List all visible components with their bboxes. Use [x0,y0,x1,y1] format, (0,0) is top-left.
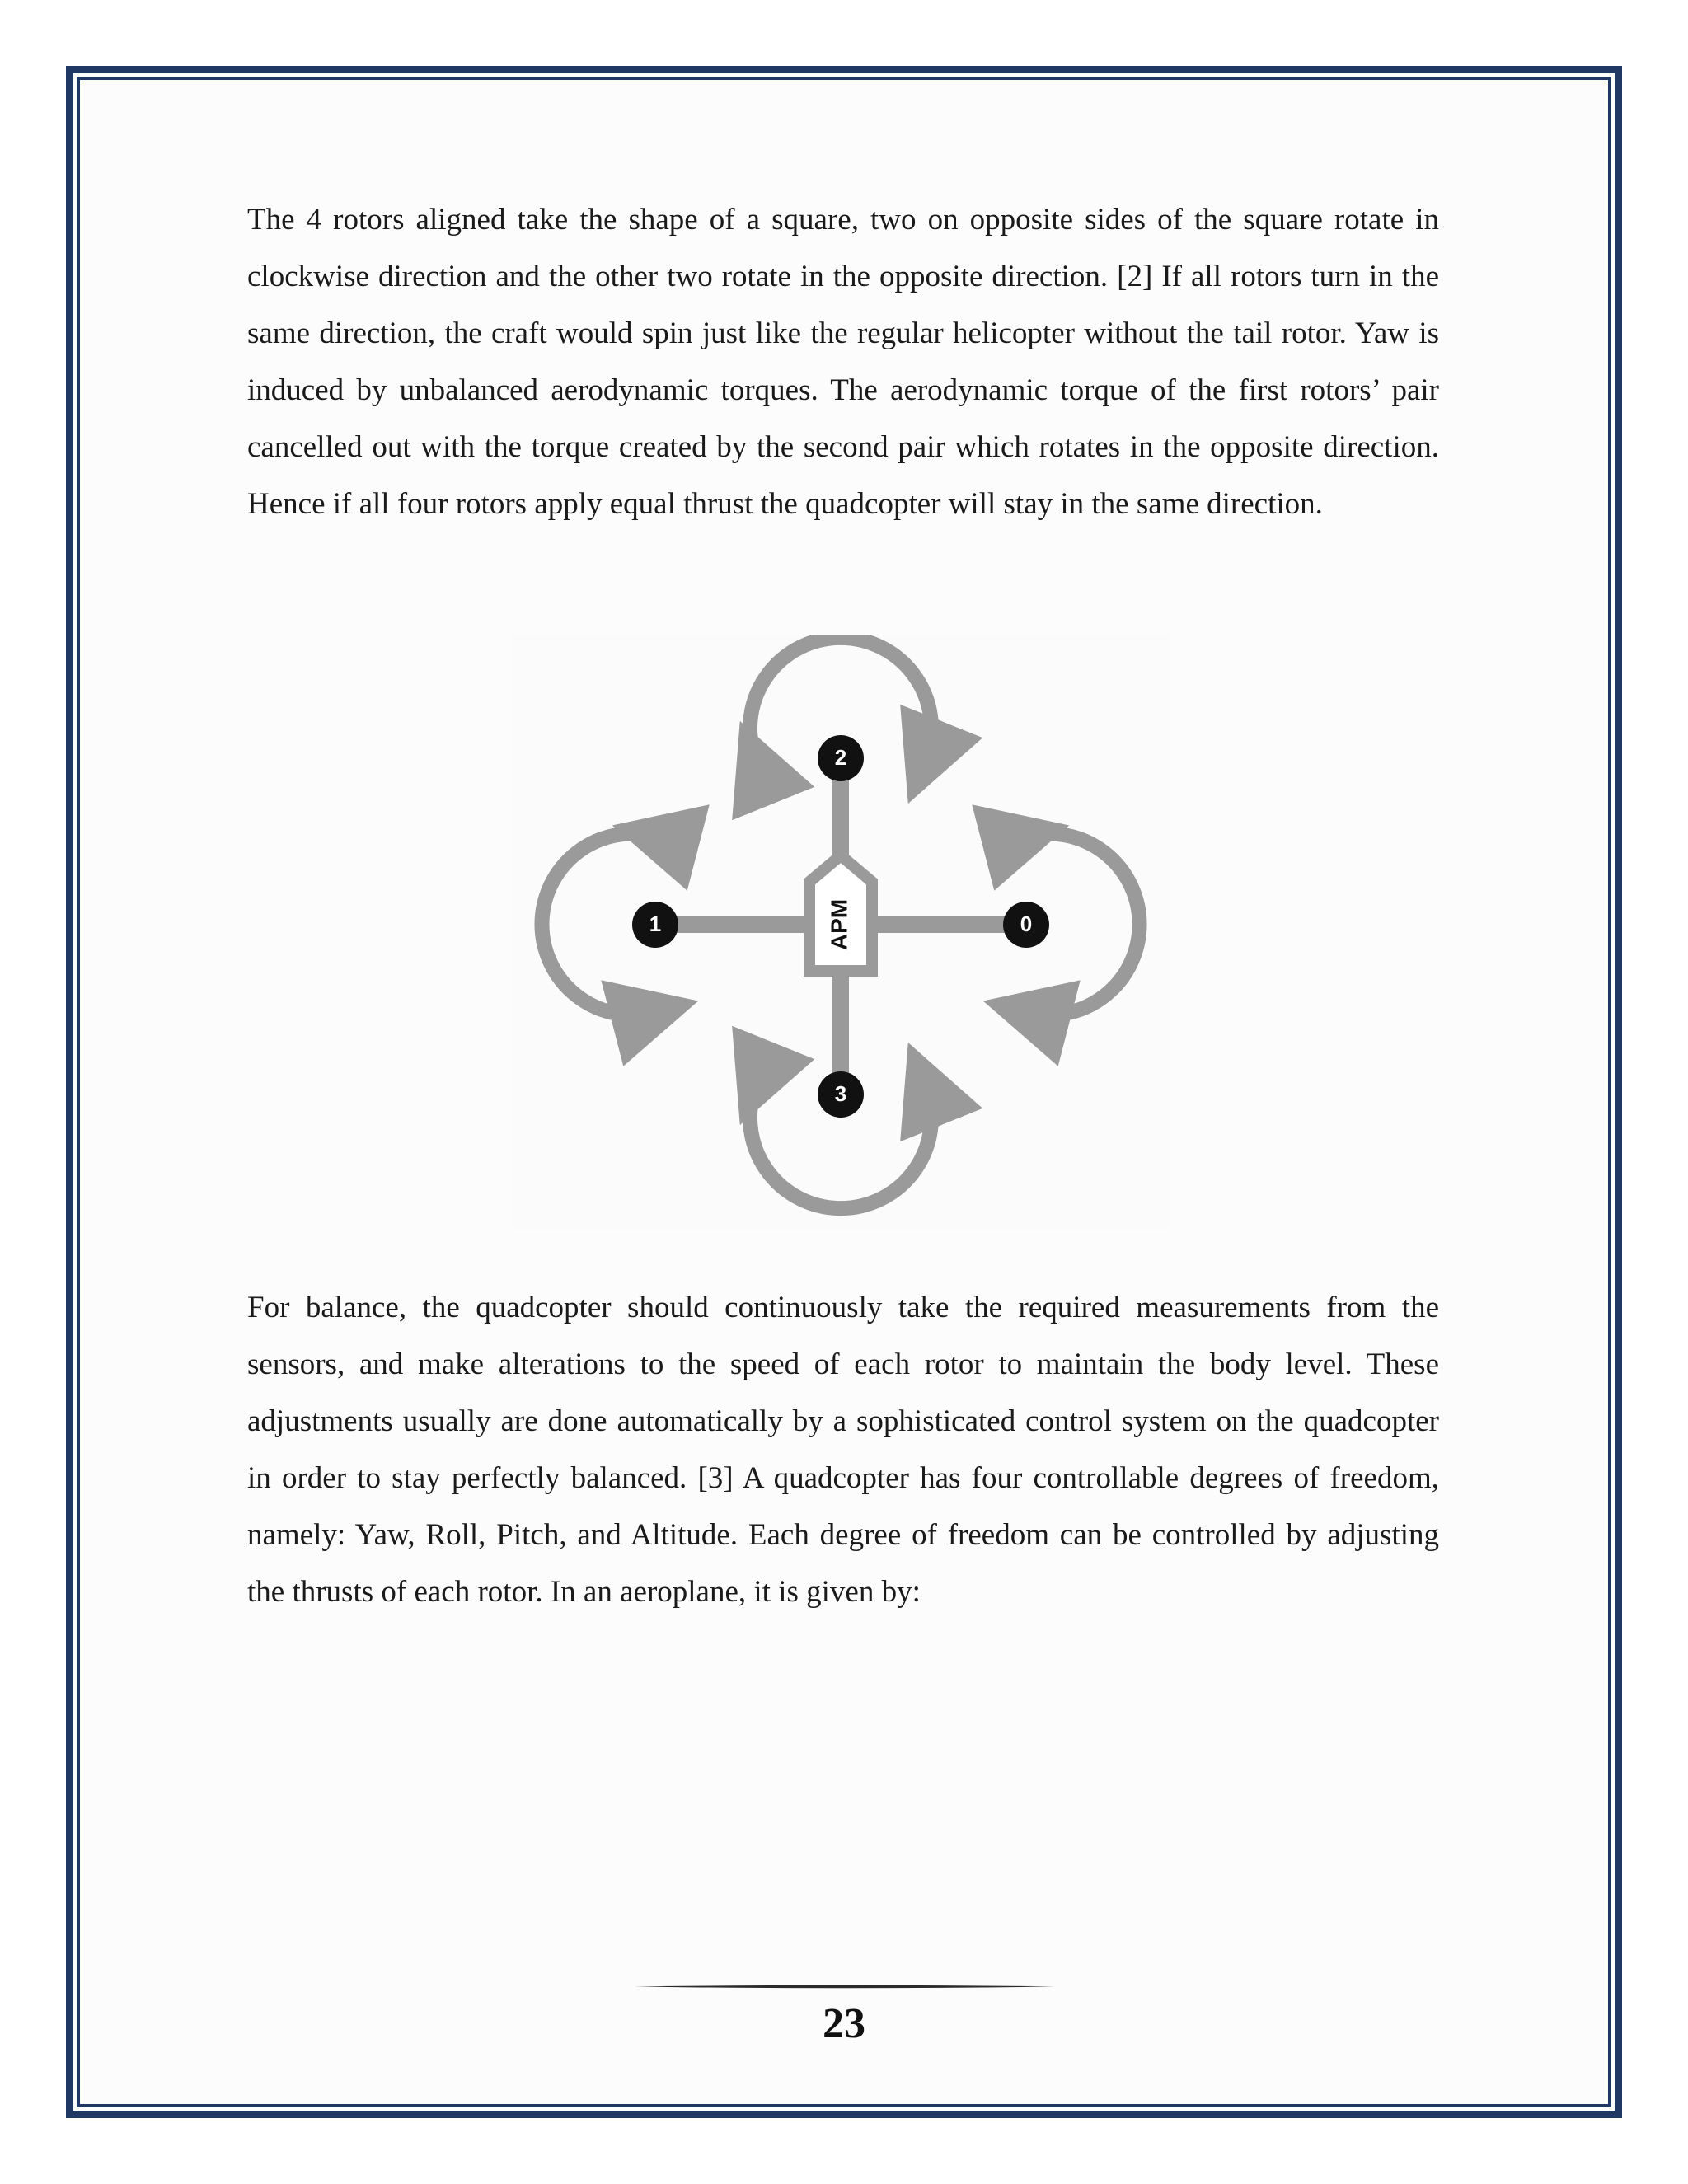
rotor-2-label: 2 [834,744,847,770]
quadcopter-rotor-diagram [511,635,1170,1228]
apm-label: APM [826,898,852,951]
rotor-1-label: 1 [649,911,662,936]
page-number: 23 [823,2000,865,2047]
rotor-2-marker [818,735,864,781]
body-paragraph: For balance, the quadcopter should continuously take the required measurements from the sensors, and make alterations to the speed of each rotor to maintain the body level. These adjustments usually are done automatically by a sophisticated control system on the quadcopter in order to stay perfectly balanced. [3] A quadcopter has four controllable degrees of freedom, namely: Yaw, Roll, Pitch, and Altitude. Each degree of freedom can be controlled by adjusting the thrusts of each rotor. In an aeroplane, it is given by: [247,1291,1439,1609]
rotor-3-label: 3 [834,1080,847,1106]
rotor-0-marker [1003,902,1049,948]
rotor-1-marker [632,902,678,948]
apm-controller-box [809,855,872,971]
body-paragraph: The 4 rotors aligned take the shape of a square, two on opposite sides of the square rotate in clockwise direction and the other two rotate in the opposite direction. [2] If all rotors turn in the same direction, the craft would spin just like the regular helicopter without the tail rotor. Yaw is induced by unbalanced aerodynamic torques. The aerodynamic torque of the first rotors’ pair cancelled out with the torque created by the second pair which rotates in the opposite direction. Hence if all four rotors apply equal thrust the quadcopter will stay in the same direction. [247,203,1439,521]
rotor-3-marker [818,1071,864,1118]
footer-rule [635,1985,1055,1989]
rotor-0-label: 0 [1020,911,1033,936]
